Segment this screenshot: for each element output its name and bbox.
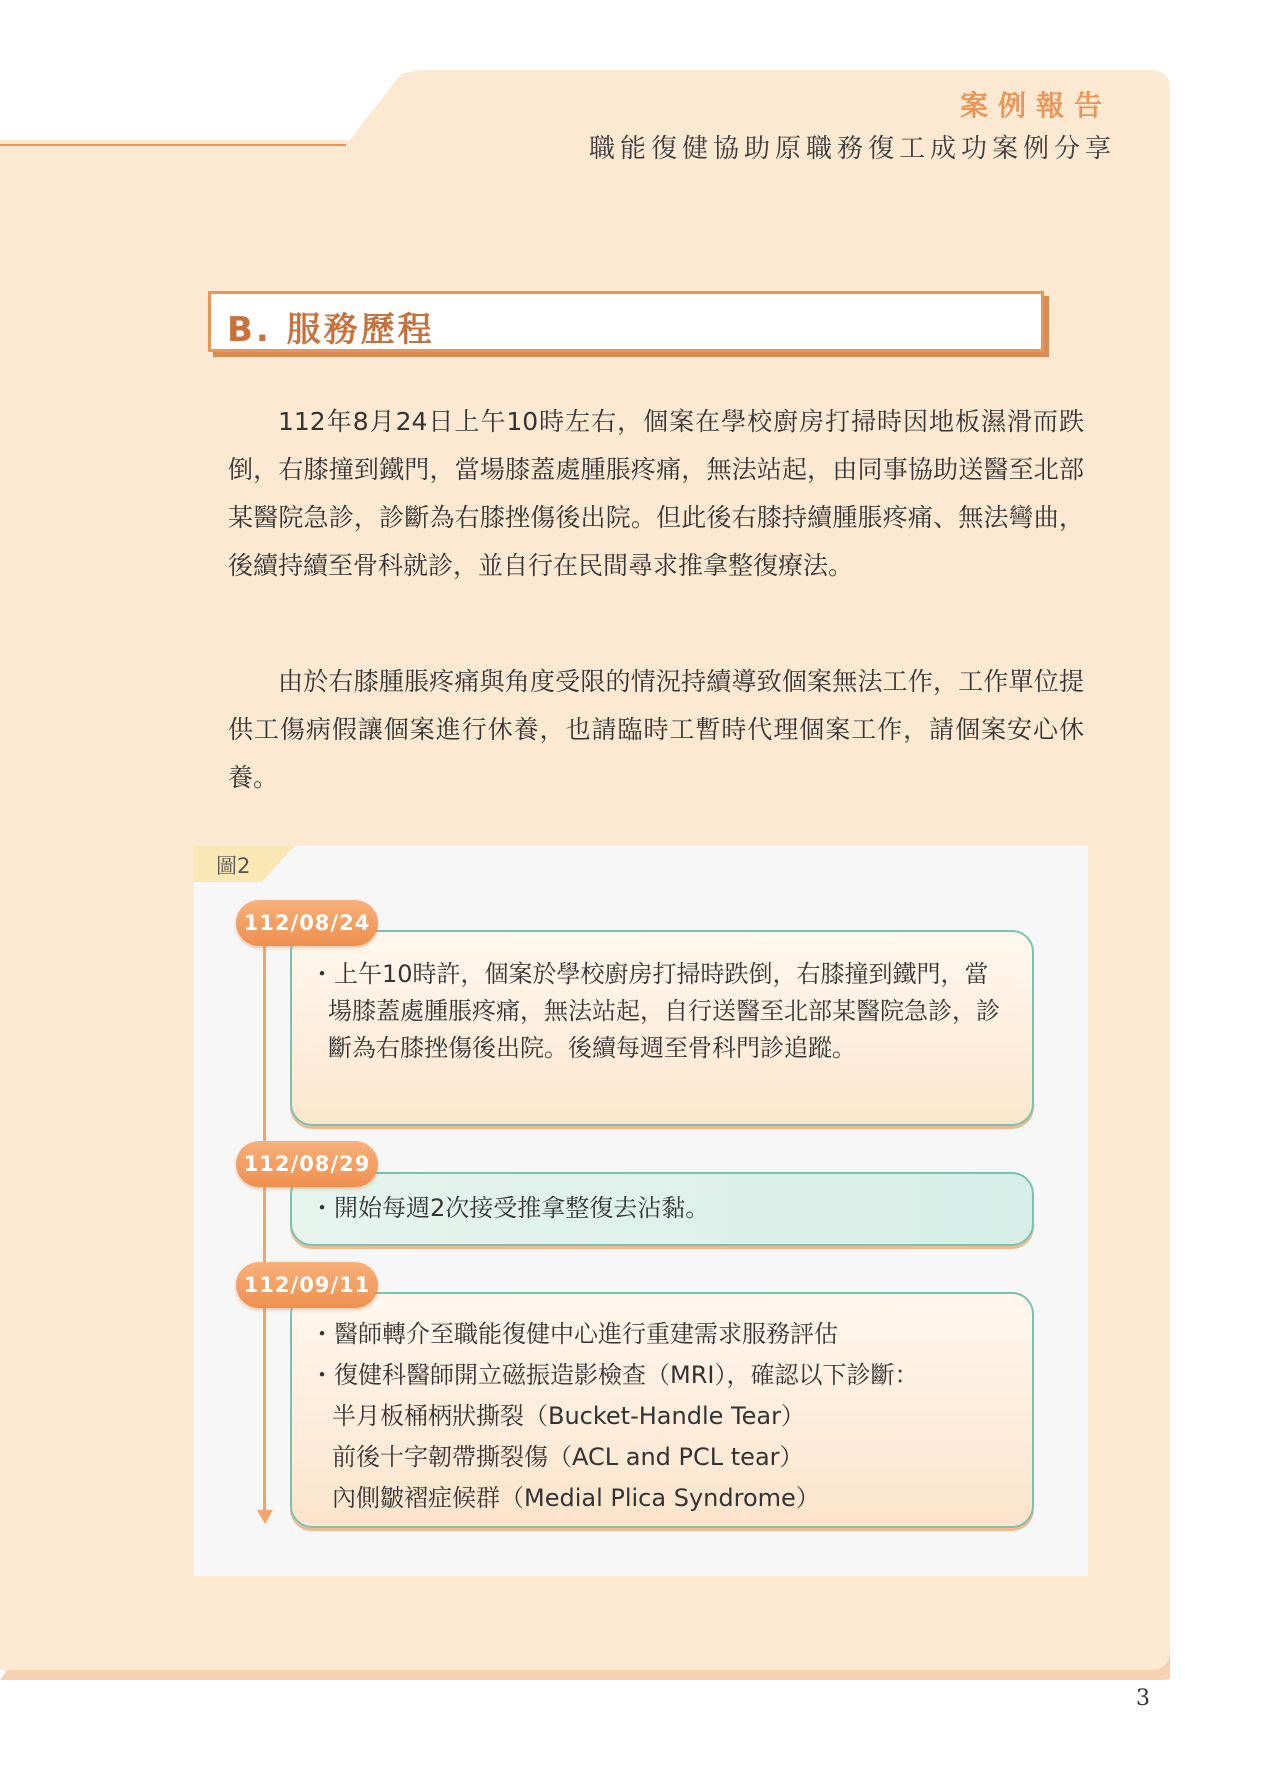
report-category-label: 案例報告 bbox=[959, 89, 1112, 122]
bullet-icon: ・ bbox=[310, 1320, 334, 1348]
timeline-arrow-icon bbox=[257, 1510, 273, 1524]
bullet-icon: ・ bbox=[310, 1194, 334, 1222]
diagnosis-item: 半月板桶柄狀撕裂（Bucket-Handle Tear） bbox=[332, 1402, 805, 1430]
body-paragraph: 由於右膝腫脹疼痛與角度受限的情況持續導致個案無法工作，工作單位提供工傷病假讓個案進行休養，也請臨時工暫時代理個案工作，請個案安心休養。 bbox=[228, 667, 1084, 792]
page-number: 3 bbox=[1136, 1686, 1150, 1711]
timeline-date: 112/08/24 bbox=[236, 900, 378, 946]
bullet-icon: ・ bbox=[310, 1361, 334, 1389]
report-subtitle: 職能復健協助原職務復工成功案例分享 bbox=[588, 134, 1116, 164]
diagnosis-item: 前後十字韌帶撕裂傷（ACL and PCL tear） bbox=[332, 1443, 804, 1471]
timeline-date: 112/09/11 bbox=[236, 1262, 378, 1308]
timeline-item: ・開始每週2次接受推拿整復去沾黏。 bbox=[310, 1194, 710, 1222]
timeline-item: ・上午10時許，個案於學校廚房打掃時跌倒，右膝撞到鐵門，當場膝蓋處腫脹疼痛，無法站起，自行送醫至北部某醫院急診，診斷為右膝挫傷後出院。後續每週至骨科門診追蹤。 bbox=[310, 960, 1000, 1062]
timeline-event-box bbox=[290, 930, 1034, 1126]
timeline-item: ・復健科醫師開立磁振造影檢查（MRI），確認以下診斷： bbox=[310, 1361, 919, 1389]
timeline-date: 112/08/29 bbox=[236, 1141, 378, 1187]
diagnosis-item: 內側皺褶症候群（Medial Plica Syndrome） bbox=[332, 1484, 820, 1512]
bullet-icon: ・ bbox=[310, 960, 334, 988]
timeline-event-box bbox=[290, 1172, 1034, 1246]
body-paragraph: 112年8月24日上午10時左右，個案在學校廚房打掃時因地板濕滑而跌倒，右膝撞到鐵門，當場膝蓋處腫脹疼痛，無法站起，由同事協助送醫至北部某醫院急診，診斷為右膝挫傷後出院。但此後右膝持續腫脹疼痛、無法彎曲，後續持續至骨科就診，並自行在民間尋求推拿整復療法。 bbox=[228, 407, 1084, 580]
section-title-text: B. 服務歷程 bbox=[227, 310, 435, 350]
figure-label: 圖2 bbox=[216, 854, 251, 878]
section-heading bbox=[208, 291, 1044, 352]
timeline-item: ・醫師轉介至職能復健中心進行重建需求服務評估 bbox=[310, 1320, 838, 1348]
timeline-event-box bbox=[290, 1292, 1034, 1528]
timeline-line bbox=[263, 930, 266, 1510]
